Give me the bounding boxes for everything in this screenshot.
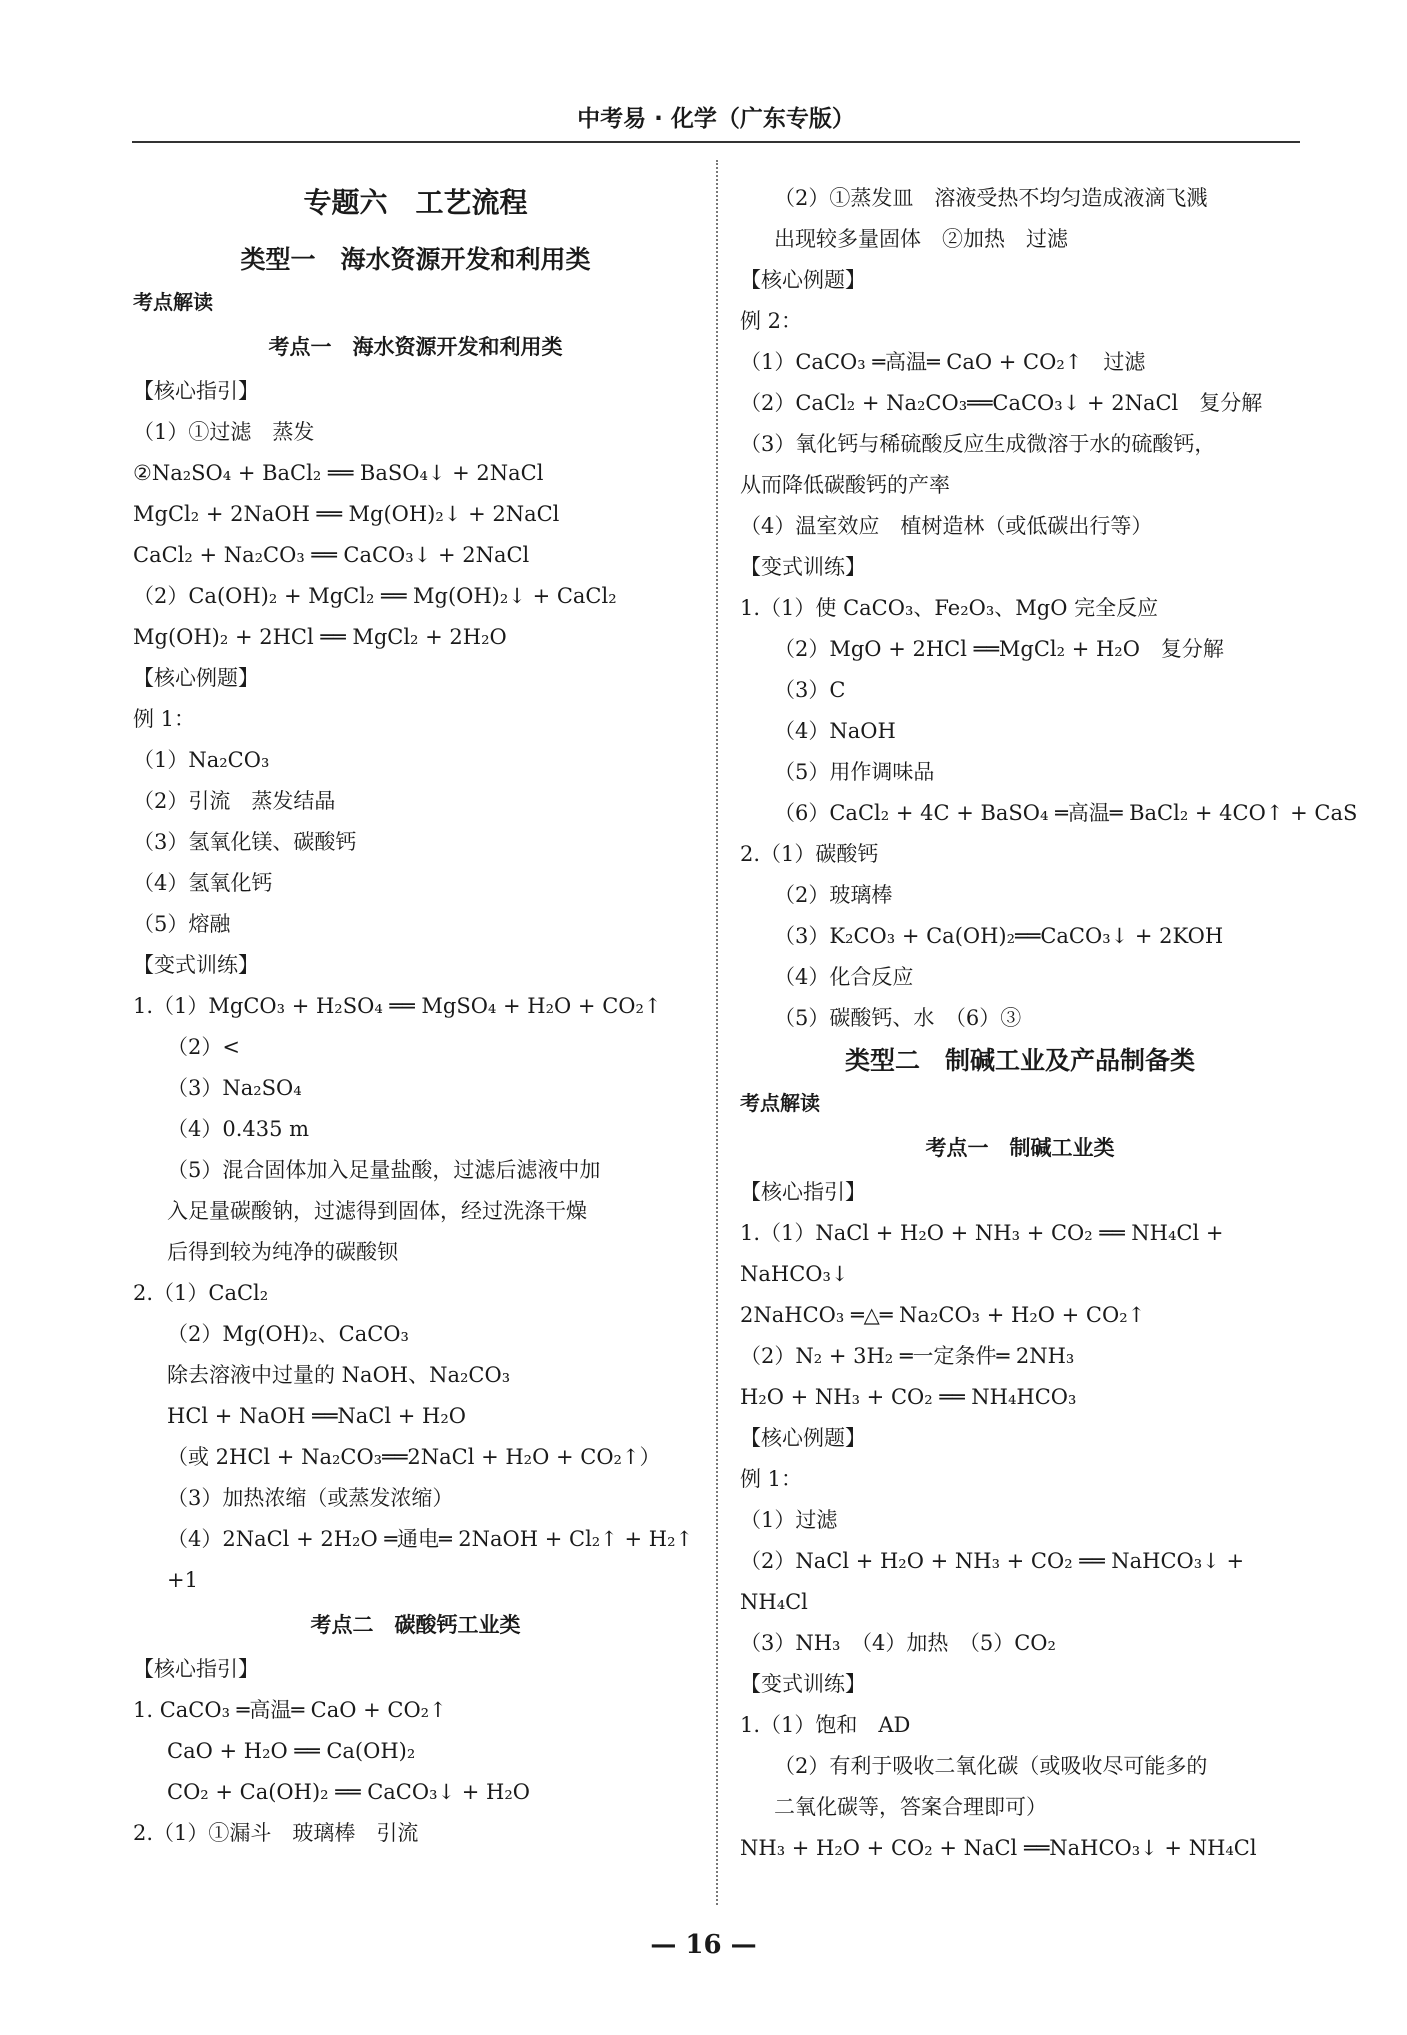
right-column-line: NH₄Cl: [740, 1590, 808, 1614]
left-column-line: 考点一 海水资源开发和利用类: [268, 335, 563, 359]
left-column-line: （3）Na₂SO₄: [167, 1076, 302, 1100]
left-column-line: HCl + NaOH ══NaCl + H₂O: [167, 1404, 467, 1428]
left-column-line: （2）Mg(OH)₂、CaCO₃: [167, 1322, 409, 1346]
right-column-line: 二氧化碳等，答案合理即可）: [774, 1795, 1047, 1819]
left-column-line: （2）Ca(OH)₂ + MgCl₂ ══ Mg(OH)₂↓ + CaCl₂: [133, 584, 617, 608]
header-rule: [132, 141, 1300, 143]
right-column-line: H₂O + NH₃ + CO₂ ══ NH₄HCO₃: [740, 1385, 1077, 1409]
right-column-line: 类型二 制碱工业及产品制备类: [844, 1046, 1195, 1075]
right-column-line: 出现较多量固体 ②加热 过滤: [774, 227, 1068, 251]
left-column-line: （5）混合固体加入足量盐酸，过滤后滤液中加: [167, 1158, 601, 1182]
right-column-line: （2）N₂ + 3H₂ ═一定条件═ 2NH₃: [740, 1344, 1075, 1368]
left-column-line: Mg(OH)₂ + 2HCl ══ MgCl₂ + 2H₂O: [133, 625, 507, 649]
left-column-line: 【核心指引】: [133, 1657, 259, 1681]
left-column-line: 2.（1）①漏斗 玻璃棒 引流: [133, 1821, 419, 1845]
right-column-line: （4）NaOH: [774, 719, 896, 743]
right-column-line: （1）CaCO₃ ═高温═ CaO + CO₂↑ 过滤: [740, 350, 1146, 374]
right-column: [740, 178, 1358, 1869]
left-column-line: （5）熔融: [133, 912, 231, 936]
left-column-line: 1.（1）MgCO₃ + H₂SO₄ ══ MgSO₄ + H₂O + CO₂↑: [133, 994, 662, 1018]
right-column-line: NH₃ + H₂O + CO₂ + NaCl ══NaHCO₃↓ + NH₄Cl: [740, 1836, 1257, 1860]
right-column-line: （3）NH₃ （4）加热 （5）CO₂: [740, 1631, 1056, 1655]
column-divider: [716, 160, 718, 1905]
left-column-line: 后得到较为纯净的碳酸钡: [167, 1240, 398, 1264]
left-column-line: 【核心指引】: [133, 379, 259, 403]
left-column-line: （1）①过滤 蒸发: [133, 420, 315, 444]
right-column-line: 例 2：: [740, 309, 803, 333]
left-column-line: 入足量碳酸钠，过滤得到固体，经过洗涤干燥: [167, 1199, 587, 1223]
right-column-line: （2）MgO + 2HCl ══MgCl₂ + H₂O 复分解: [774, 637, 1224, 661]
right-column-line: （2）NaCl + H₂O + NH₃ + CO₂ ══ NaHCO₃↓ +: [740, 1549, 1245, 1573]
page-number: — 16 —: [650, 1930, 757, 1960]
left-column-line: CaO + H₂O ══ Ca(OH)₂: [167, 1739, 416, 1763]
left-column-line: 考点解读: [133, 290, 213, 314]
right-column-line: （3）氧化钙与稀硫酸反应生成微溶于水的硫酸钙，: [740, 432, 1216, 456]
right-column-line: （2）玻璃棒: [774, 883, 893, 907]
left-column-line: 专题六 工艺流程: [303, 186, 528, 219]
left-column-line: MgCl₂ + 2NaOH ══ Mg(OH)₂↓ + 2NaCl: [133, 502, 560, 526]
left-column-line: （2）<: [167, 1035, 240, 1059]
right-column-line: （1）过滤: [740, 1508, 838, 1532]
left-column-line: +1: [167, 1568, 198, 1592]
right-column-line: 2.（1）碳酸钙: [740, 842, 879, 866]
left-column-line: （4）氢氧化钙: [133, 871, 273, 895]
left-column-line: （2）引流 蒸发结晶: [133, 789, 336, 813]
left-column-line: 【核心例题】: [133, 666, 259, 690]
right-column-line: 1.（1）NaCl + H₂O + NH₃ + CO₂ ══ NH₄Cl +: [740, 1221, 1224, 1245]
left-column-line: （或 2HCl + Na₂CO₃══2NaCl + H₂O + CO₂↑）: [167, 1445, 661, 1469]
right-column-line: 1.（1）饱和 AD: [740, 1713, 911, 1737]
left-column-line: CaCl₂ + Na₂CO₃ ══ CaCO₃↓ + 2NaCl: [133, 543, 530, 567]
right-column-line: （2）①蒸发皿 溶液受热不均匀造成液滴飞溅: [774, 186, 1208, 210]
right-column-line: （2）有利于吸收二氧化碳（或吸收尽可能多的: [774, 1754, 1208, 1778]
right-column-line: （5）碳酸钙、水 （6）③: [774, 1006, 1022, 1030]
right-column-line: NaHCO₃↓: [740, 1262, 849, 1286]
left-column-line: 【变式训练】: [133, 953, 259, 977]
right-column-line: 例 1：: [740, 1467, 803, 1491]
right-column-line: （4）化合反应: [774, 965, 914, 989]
right-column-line: 【核心指引】: [740, 1180, 866, 1204]
left-column-line: CO₂ + Ca(OH)₂ ══ CaCO₃↓ + H₂O: [167, 1780, 530, 1804]
page-header: 中考易 · 化学（广东专版）: [577, 106, 855, 132]
right-column-line: （2）CaCl₂ + Na₂CO₃══CaCO₃↓ + 2NaCl 复分解: [740, 391, 1263, 415]
right-column-line: 【核心例题】: [740, 268, 866, 292]
right-column-line: （3）K₂CO₃ + Ca(OH)₂══CaCO₃↓ + 2KOH: [774, 924, 1224, 948]
left-column-line: （1）Na₂CO₃: [133, 748, 270, 772]
right-column-line: 考点解读: [740, 1091, 820, 1115]
left-column-line: 除去溶液中过量的 NaOH、Na₂CO₃: [167, 1363, 511, 1387]
left-column-line: （3）加热浓缩（或蒸发浓缩）: [167, 1486, 454, 1510]
right-column-line: 2NaHCO₃ ═△═ Na₂CO₃ + H₂O + CO₂↑: [740, 1303, 1146, 1327]
left-column-line: ②Na₂SO₄ + BaCl₂ ══ BaSO₄↓ + 2NaCl: [133, 461, 544, 485]
left-column-line: 例 1：: [133, 707, 196, 731]
left-column-line: 1. CaCO₃ ═高温═ CaO + CO₂↑: [133, 1698, 447, 1722]
left-column-line: （4）2NaCl + 2H₂O ═通电═ 2NaOH + Cl₂↑ + H₂↑: [167, 1527, 694, 1551]
right-column-line: 【核心例题】: [740, 1426, 866, 1450]
right-column-line: 1.（1）使 CaCO₃、Fe₂O₃、MgO 完全反应: [740, 596, 1159, 620]
right-column-line: （4）温室效应 植树造林（或低碳出行等）: [740, 514, 1153, 538]
right-column-line: （3）C: [774, 678, 846, 702]
right-column-line: 【变式训练】: [740, 1672, 866, 1696]
left-column: [133, 178, 698, 1854]
left-column-line: （4）0.435 m: [167, 1117, 310, 1141]
right-column-line: 考点一 制碱工业类: [925, 1136, 1115, 1160]
left-column-line: 考点二 碳酸钙工业类: [310, 1613, 521, 1637]
right-column-line: 【变式训练】: [740, 555, 866, 579]
right-column-line: （6）CaCl₂ + 4C + BaSO₄ ═高温═ BaCl₂ + 4CO↑ + CaS: [774, 801, 1358, 825]
left-column-line: 2.（1）CaCl₂: [133, 1281, 269, 1305]
right-column-line: 从而降低碳酸钙的产率: [740, 473, 950, 497]
left-column-line: （3）氢氧化镁、碳酸钙: [133, 830, 357, 854]
left-column-line: 类型一 海水资源开发和利用类: [240, 245, 591, 274]
right-column-line: （5）用作调味品: [774, 760, 935, 784]
